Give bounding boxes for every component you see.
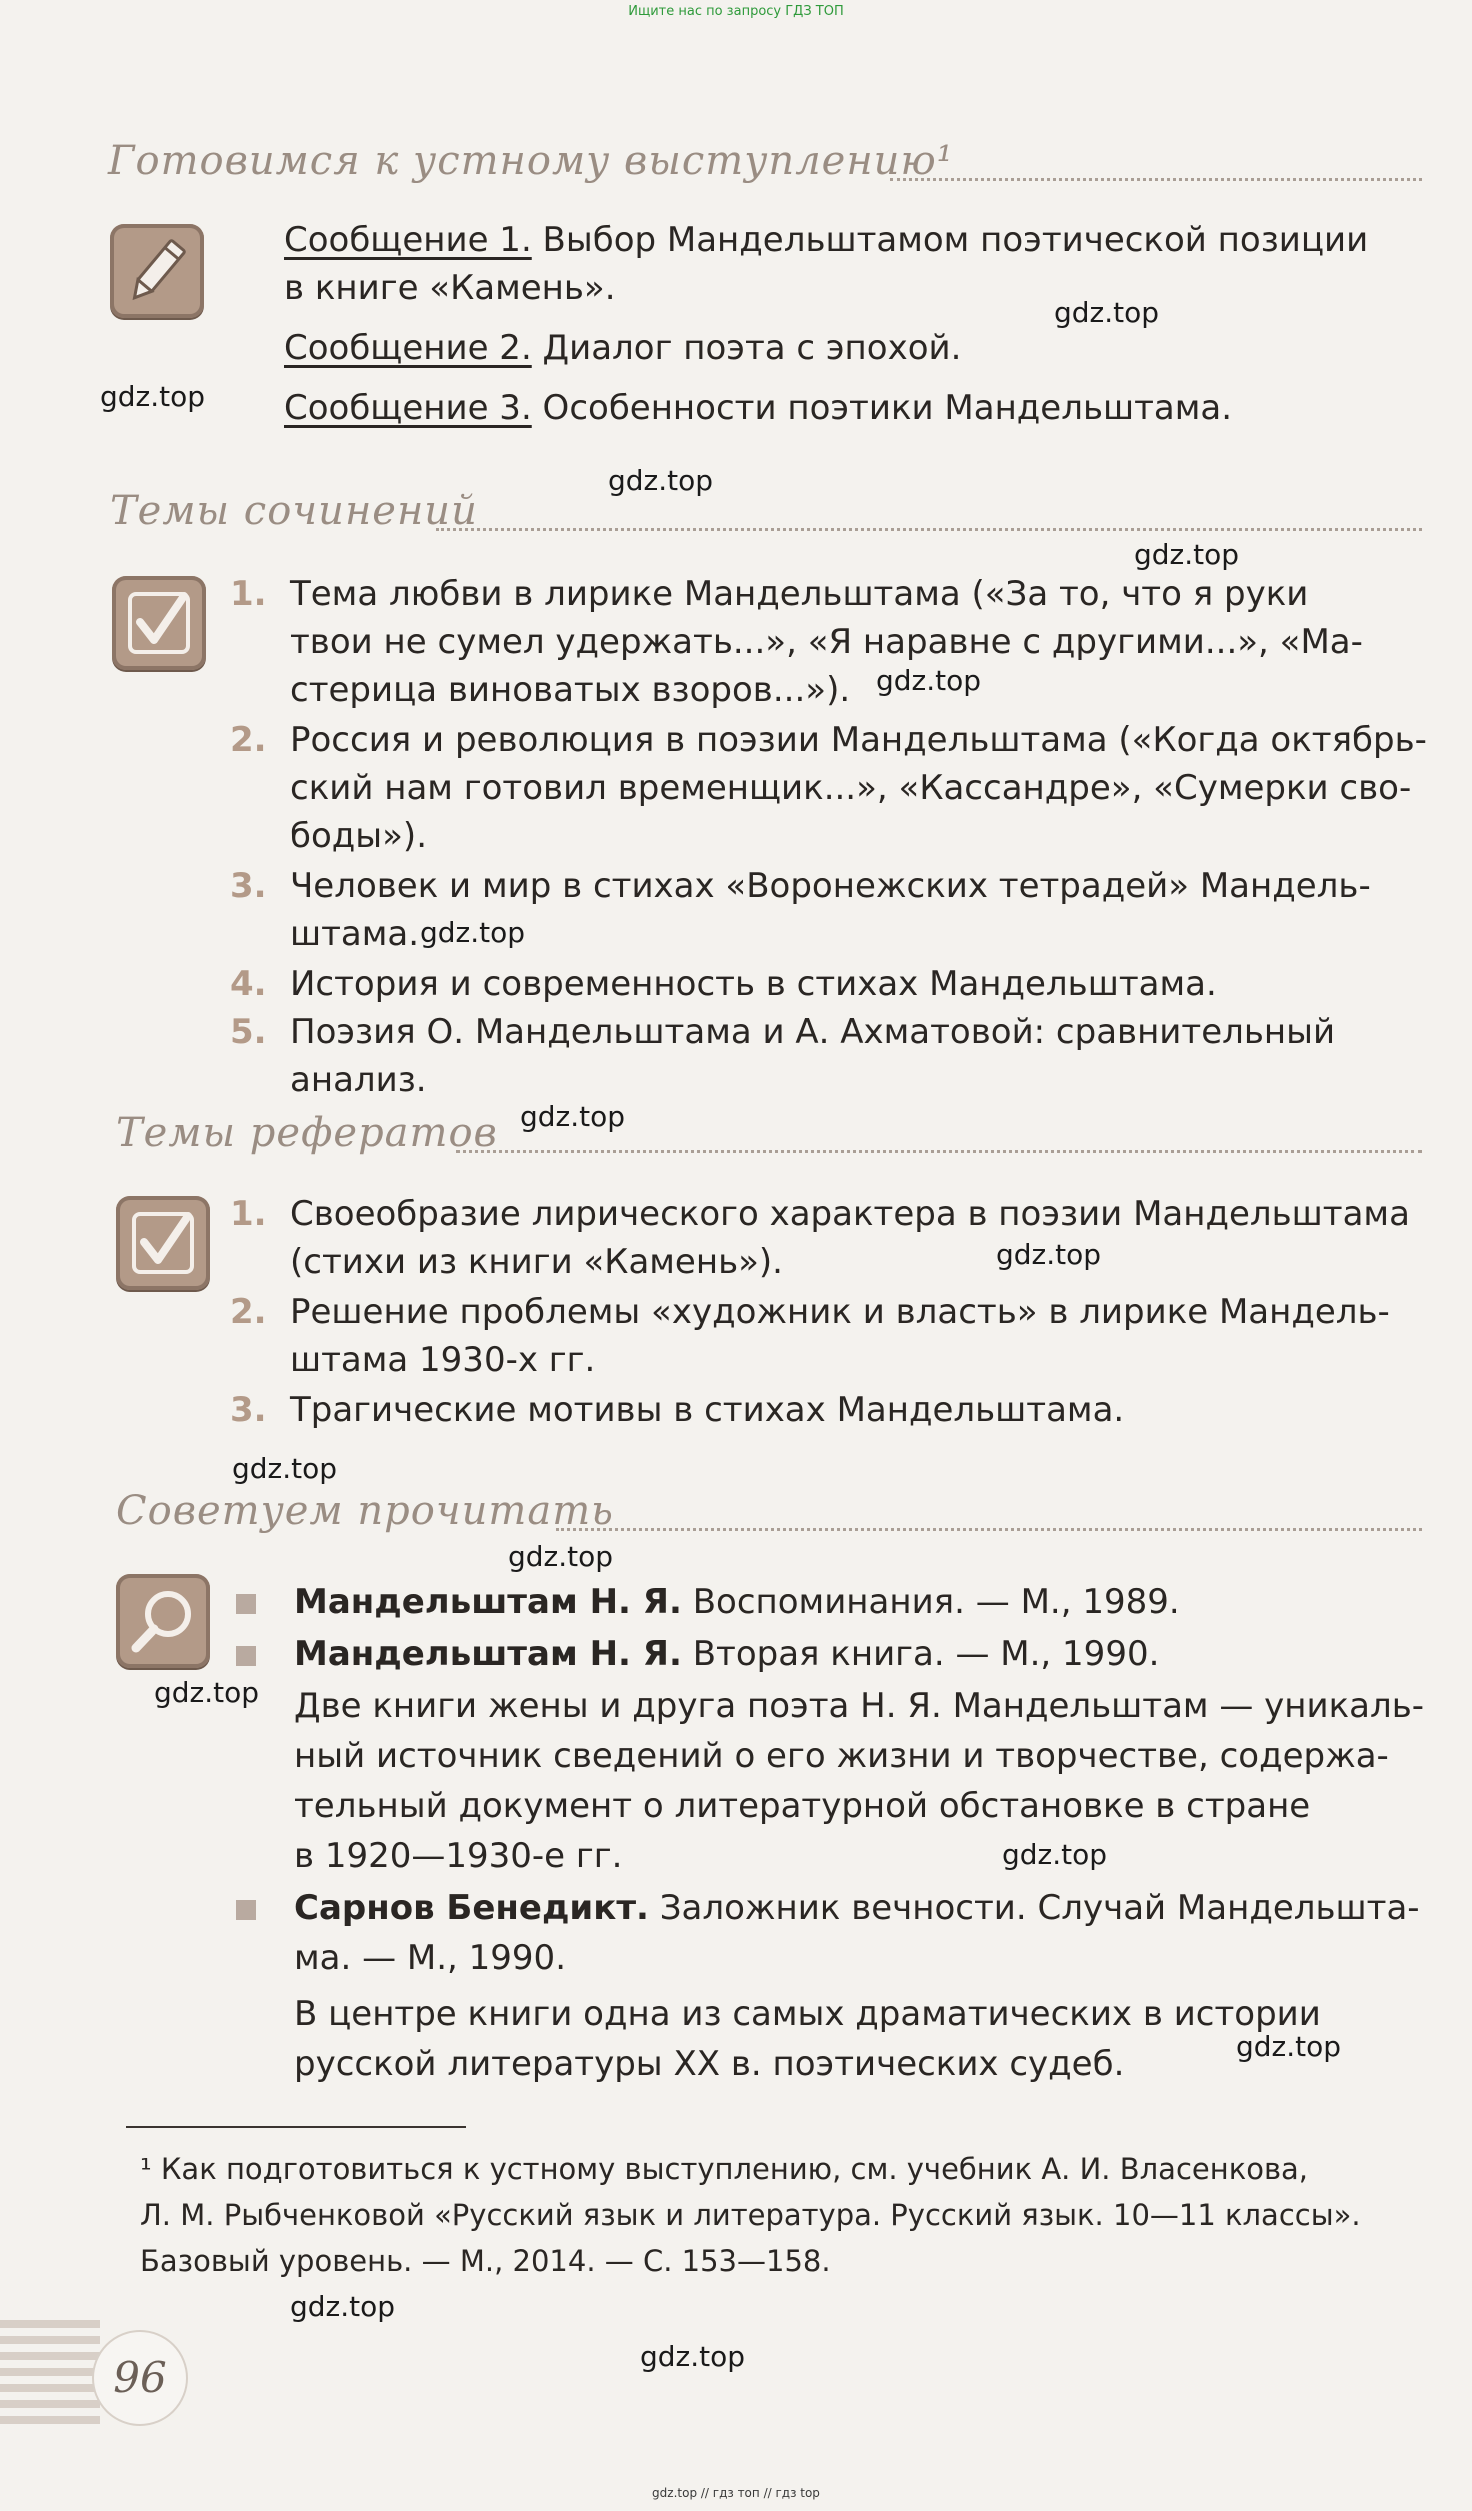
page-number: 96 bbox=[92, 2330, 188, 2426]
watermark: gdz.top bbox=[608, 464, 714, 497]
list-bullet bbox=[236, 1646, 256, 1666]
footnote-divider bbox=[126, 2126, 466, 2128]
section-heading-reading: Советуем прочитать bbox=[116, 1488, 614, 1534]
dotted-rule bbox=[436, 528, 1422, 531]
checkmark-icon bbox=[116, 1196, 210, 1290]
essay-number-1: 1. bbox=[230, 574, 267, 614]
checkmark-icon bbox=[112, 576, 206, 670]
essay-item-4-line-1: История и современность в стихах Мандельштама. bbox=[290, 964, 1217, 1004]
book-3-cont: ма. — М., 1990. bbox=[294, 1938, 566, 1978]
oral-item-3: Сообщение 3. Особенности поэтики Мандельштама. bbox=[284, 388, 1233, 428]
watermark: gdz.top bbox=[154, 1676, 260, 1709]
report-number-1: 1. bbox=[230, 1194, 267, 1234]
watermark: gdz.top bbox=[1002, 1838, 1108, 1871]
report-item-2-line-1: Решение проблемы «художник и власть» в лирике Мандель- bbox=[290, 1292, 1390, 1332]
page-corner-stripes bbox=[0, 2320, 100, 2432]
book-desc-1-line-4: в 1920—1930-е гг. bbox=[294, 1836, 623, 1876]
top-promo-note: Ищите нас по запросу ГДЗ ТОП bbox=[628, 4, 844, 19]
essay-item-1-line-3: стерица виноватых взоров...»). bbox=[290, 670, 851, 710]
oral-item-1-cont: в книге «Камень». bbox=[284, 268, 616, 308]
watermark: gdz.top bbox=[1236, 2030, 1342, 2063]
essay-item-2-line-1: Россия и революция в поэзии Мандельштама («Когда октябрь- bbox=[290, 720, 1427, 760]
essay-item-2-line-3: боды»). bbox=[290, 816, 427, 856]
essay-item-3-line-2: штама. bbox=[290, 914, 420, 954]
list-bullet bbox=[236, 1594, 256, 1614]
section-heading-reports: Темы рефератов bbox=[116, 1110, 498, 1156]
dotted-rule bbox=[556, 1528, 1422, 1531]
magnifier-icon bbox=[116, 1574, 210, 1668]
watermark: gdz.top bbox=[290, 2290, 396, 2323]
book-1: Мандельштам Н. Я. Воспоминания. — М., 1989. bbox=[294, 1582, 1180, 1622]
section-heading-essays: Темы сочинений bbox=[110, 488, 478, 534]
book-2: Мандельштам Н. Я. Вторая книга. — М., 1990. bbox=[294, 1634, 1160, 1674]
essay-number-3: 3. bbox=[230, 866, 267, 906]
oral-item-2: Сообщение 2. Диалог поэта с эпохой. bbox=[284, 328, 962, 368]
essay-item-2-line-2: ский нам готовил временщик...», «Кассандре», «Сумерки сво- bbox=[290, 768, 1412, 808]
bottom-promo-note: gdz.top // гдз топ // гдз top bbox=[652, 2486, 820, 2500]
watermark: gdz.top bbox=[100, 380, 206, 413]
oral-item-1: Сообщение 1. Выбор Мандельштамом поэтической позиции bbox=[284, 220, 1369, 260]
essay-item-1-line-2: твои не сумел удержать...», «Я наравне с другими...», «Ма- bbox=[290, 622, 1363, 662]
watermark: gdz.top bbox=[520, 1100, 626, 1133]
report-item-2-line-2: штама 1930-х гг. bbox=[290, 1340, 596, 1380]
watermark: gdz.top bbox=[1054, 296, 1160, 329]
essay-item-1-line-1: Тема любви в лирике Мандельштама («За то, что я руки bbox=[290, 574, 1309, 614]
report-item-3-line-1: Трагические мотивы в стихах Мандельштама. bbox=[290, 1390, 1125, 1430]
essay-item-3-line-1: Человек и мир в стихах «Воронежских тетрадей» Мандель- bbox=[290, 866, 1371, 906]
dotted-rule bbox=[456, 1150, 1422, 1153]
essay-number-4: 4. bbox=[230, 964, 267, 1004]
pencil-icon bbox=[110, 224, 204, 318]
watermark: gdz.top bbox=[232, 1452, 338, 1485]
watermark: gdz.top bbox=[1134, 538, 1240, 571]
watermark: gdz.top bbox=[508, 1540, 614, 1573]
watermark: gdz.top bbox=[996, 1238, 1102, 1271]
book-desc-1-line-2: ный источник сведений о его жизни и творчестве, содержа- bbox=[294, 1736, 1389, 1776]
report-number-2: 2. bbox=[230, 1292, 267, 1332]
list-bullet bbox=[236, 1900, 256, 1920]
book-3: Сарнов Бенедикт. Заложник вечности. Случай Мандельшта- bbox=[294, 1888, 1420, 1928]
dotted-rule bbox=[890, 178, 1422, 181]
watermark: gdz.top bbox=[876, 664, 982, 697]
watermark: gdz.top bbox=[640, 2340, 746, 2373]
book-desc-2-line-1: В центре книги одна из самых драматических в истории bbox=[294, 1994, 1321, 2034]
report-item-1-line-1: Своеобразие лирического характера в поэзии Мандельштама bbox=[290, 1194, 1410, 1234]
watermark: gdz.top bbox=[420, 916, 526, 949]
book-desc-1-line-3: тельный документ о литературной обстановке в стране bbox=[294, 1786, 1311, 1826]
book-desc-1-line-1: Две книги жены и друга поэта Н. Я. Мандельштам — уникаль- bbox=[294, 1686, 1425, 1726]
footnote-line-3: Базовый уровень. — М., 2014. — С. 153—158. bbox=[140, 2244, 831, 2278]
report-item-1-line-2: (стихи из книги «Камень»). bbox=[290, 1242, 783, 1282]
footnote-line-1: ¹ Как подготовиться к устному выступлению, см. учебник А. И. Власенкова, bbox=[140, 2152, 1309, 2186]
essay-number-5: 5. bbox=[230, 1012, 267, 1052]
essay-number-2: 2. bbox=[230, 720, 267, 760]
essay-item-5-line-1: Поэзия О. Мандельштама и А. Ахматовой: сравнительный анализ. bbox=[290, 1012, 1336, 1100]
footnote-line-2: Л. М. Рыбченковой «Русский язык и литература. Русский язык. 10—11 классы». bbox=[140, 2198, 1361, 2232]
report-number-3: 3. bbox=[230, 1390, 267, 1430]
section-heading-oral: Готовимся к устному выступлению¹ bbox=[108, 138, 954, 184]
book-desc-2-line-2: русской литературы XX в. поэтических судеб. bbox=[294, 2044, 1125, 2084]
